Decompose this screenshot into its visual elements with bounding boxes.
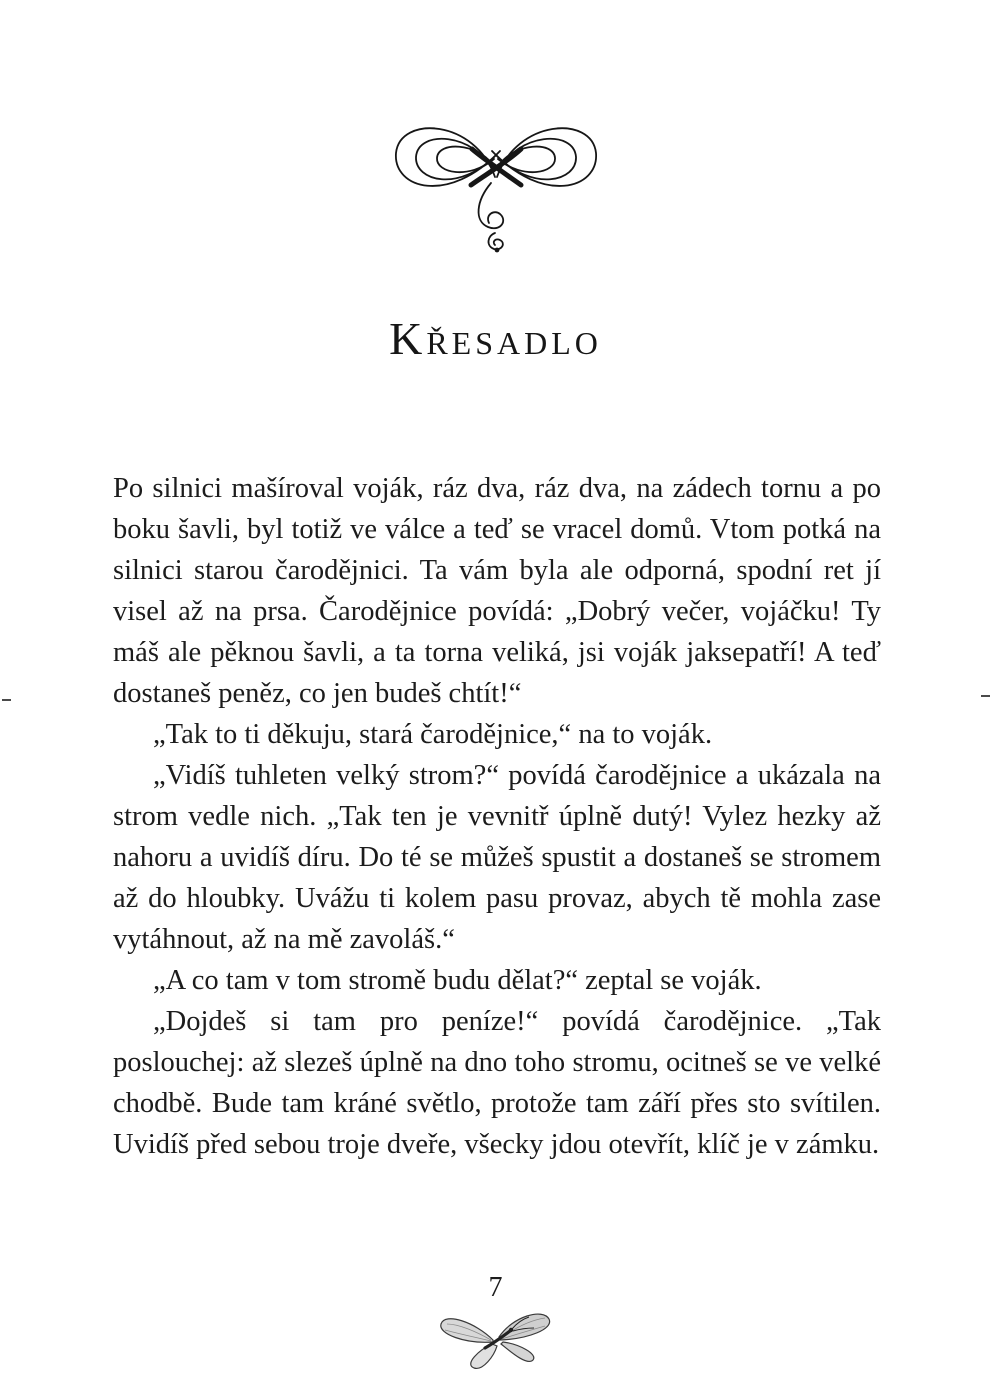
body-text [113,468,881,1165]
paragraph: „Vidíš tuhleten velký strom?“ povídá čarodějnice a ukázala na strom vedle nich. „Tak ten je vevnitř úplně dutý! Vylez hezky až nahoru a uvidíš díru. Do té se můžeš spustit a dostaneš se stromem až do hloubky. Uvážu ti kolem pasu provaz, abych tě mohla zase vytáhnout, až na mě zavoláš.“ [113,760,881,955]
paragraph: „A co tam v tom stromě budu dělat?“ zeptal se voják. [153,965,762,996]
flourish-ornament-icon [387,103,605,255]
margin-mark-right [981,695,990,697]
butterfly-ornament-icon [435,1302,557,1372]
paragraph: „Dojdeš si tam pro peníze!“ povídá čarodějnice. „Tak poslouchej: až slezeš úplně na dno toho stromu, ocitneš se ve velké chodbě. Bude tam kráné světlo, protože tam září přes sto svítilen. Uvidíš před sebou troje dveře, všecky jdou otevřít, klíč je v zámku. [113,1006,881,1160]
chapter-title: Křesadlo [389,313,602,364]
page-number: 7 [488,1272,503,1303]
margin-mark-left [2,699,11,701]
paragraph: „Tak to ti děkuju, stará čarodějnice,“ na to voják. [153,719,713,750]
paragraph: Po silnici mašíroval voják, ráz dva, ráz dva, na zádech tornu a po boku šavli, byl totiž ve válce a teď se vracel domů. Vtom potká na silnici starou čarodějnici. Ta vám byla ale odporná, spodní ret jí visel až na prsa. Čarodějnice povídá: „Dobrý večer, vojáčku! Ty máš ale pěknou šavli, a ta torna veliká, jsi voják jaksepatří! A teď dostaneš peněz, co jen budeš chtít!“ [113,473,881,709]
